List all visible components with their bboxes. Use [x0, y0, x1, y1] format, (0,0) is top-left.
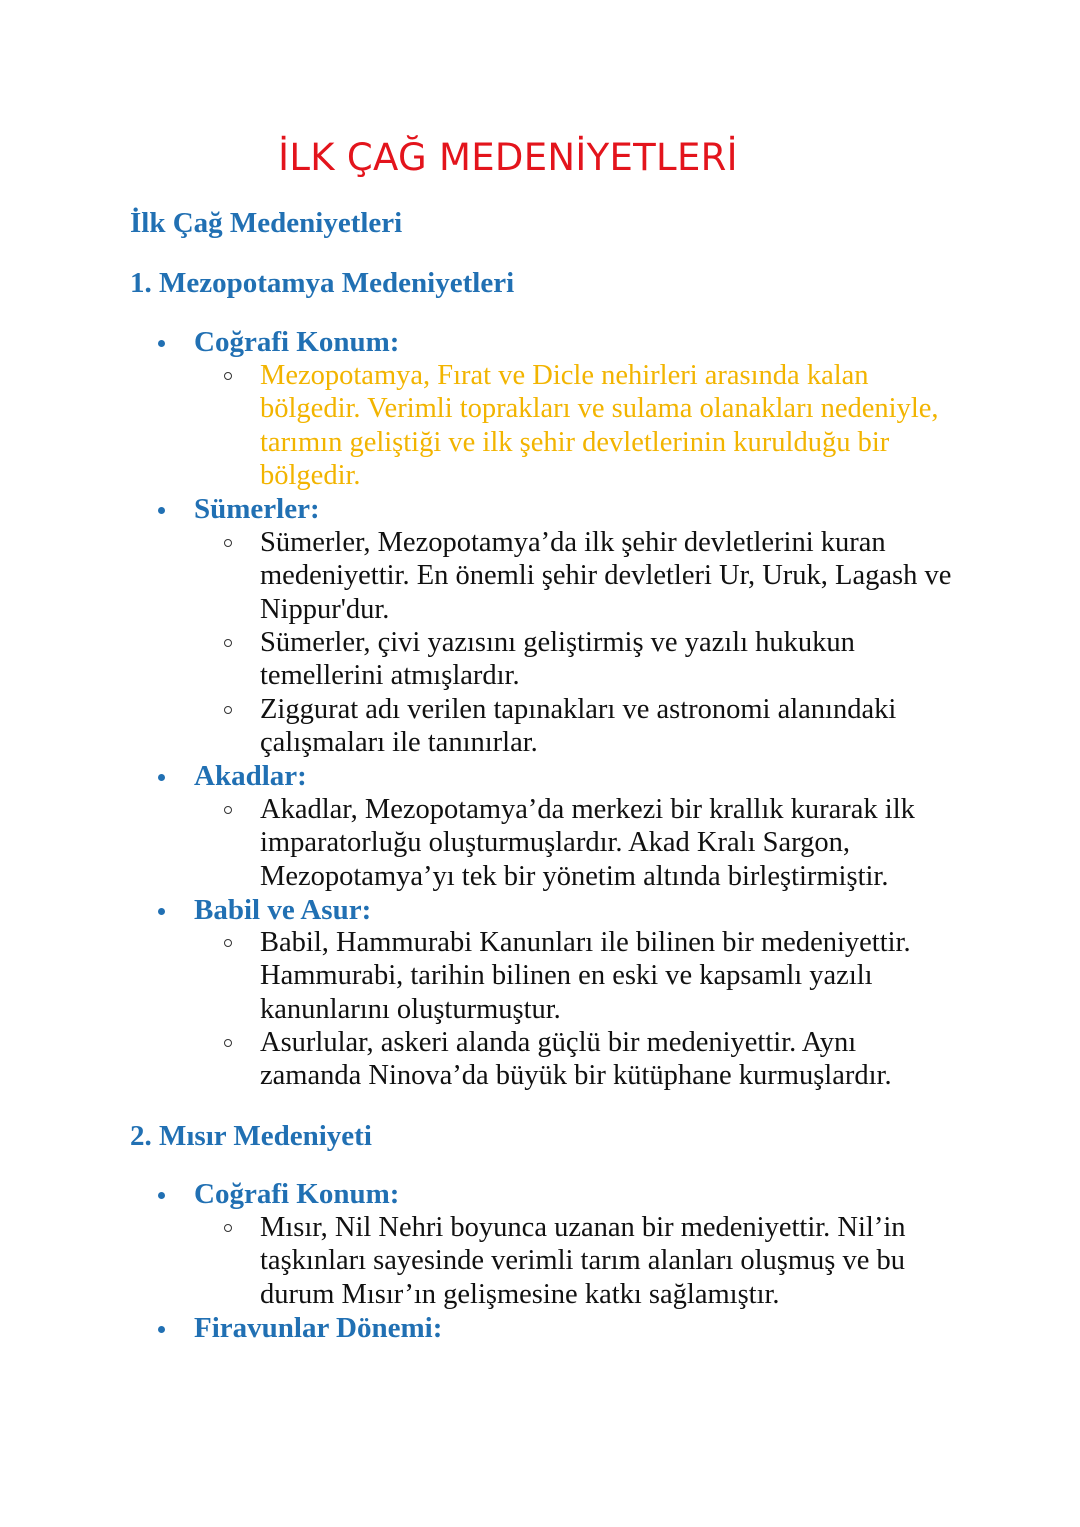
bullet-dot-icon — [158, 507, 165, 514]
list-item-text: Akadlar, Mezopotamya’da merkezi bir krallık kurarak ilk imparatorluğu oluşturmuşlardır. Akad Kralı Sargon, Mezopotamya’yı tek bir yönetim altında birleştirmiştir. — [260, 794, 915, 892]
list-item-text: Babil, Hammurabi Kanunları ile bilinen bir medeniyettir. Hammurabi, tarihin bilinen en eski ve kapsamlı yazılı kanunlarını oluşturmuştur. — [260, 927, 911, 1025]
list-item-text: Mısır, Nil Nehri boyunca uzanan bir medeniyettir. Nil’in taşkınları sayesinde verimli tarım alanları oluşmuş ve bu durum Mısır’ın gelişmesine katkı sağlamıştır. — [260, 1212, 906, 1310]
list-item-text: Sümerler, çivi yazısını geliştirmiş ve yazılı hukukun temellerini atmışlardır. — [260, 627, 855, 692]
bullet-dot-icon — [158, 1326, 165, 1333]
sub-bullet-circle-icon — [224, 706, 232, 714]
bullet-dot-icon — [158, 1192, 165, 1199]
list-item-text: Sümerler, Mezopotamya’da ilk şehir devletlerini kuran medeniyettir. En önemli şehir devletleri Ur, Uruk, Lagash ve Nippur'dur. — [260, 527, 952, 625]
bullet-title: Akadlar: — [194, 760, 307, 792]
page-title: İLK ÇAĞ MEDENİYETLERİ — [278, 136, 738, 179]
bullet-title: Coğrafi Konum: — [194, 1178, 400, 1210]
bullet-dot-icon — [158, 774, 165, 781]
sub-bullet-circle-icon — [224, 539, 232, 547]
main-heading: İlk Çağ Medeniyetleri — [130, 207, 403, 239]
bullet-dot-icon — [158, 340, 165, 347]
sub-bullet-circle-icon — [224, 939, 232, 947]
section-heading-misir: 2. Mısır Medeniyeti — [130, 1120, 372, 1152]
list-item-text: Asurlular, askeri alanda güçlü bir medeniyettir. Aynı zamanda Ninova’da büyük bir kütüphane kurmuşlardır. — [260, 1027, 892, 1092]
bullet-title: Firavunlar Dönemi: — [194, 1312, 443, 1344]
bullet-title: Babil ve Asur: — [194, 894, 372, 926]
sub-bullet-circle-icon — [224, 1039, 232, 1047]
list-item-text: Mezopotamya, Fırat ve Dicle nehirleri arasında kalan bölgedir. Verimli toprakları ve sulama olanakları nedeniyle, tarımın geliştiği ve ilk şehir devletlerinin kurulduğu bir bölgedir. — [260, 360, 939, 491]
sub-bullet-circle-icon — [224, 639, 232, 647]
bullet-title: Coğrafi Konum: — [194, 326, 400, 358]
list-item-text: Ziggurat adı verilen tapınakları ve astronomi alanındaki çalışmaları ile tanınırlar. — [260, 694, 897, 759]
section-heading-mezopotamya: 1. Mezopotamya Medeniyetleri — [130, 267, 515, 299]
bullet-dot-icon — [158, 908, 165, 915]
sub-bullet-circle-icon — [224, 1224, 232, 1232]
bullet-title: Sümerler: — [194, 493, 320, 525]
sub-bullet-circle-icon — [224, 372, 232, 380]
sub-bullet-circle-icon — [224, 806, 232, 814]
